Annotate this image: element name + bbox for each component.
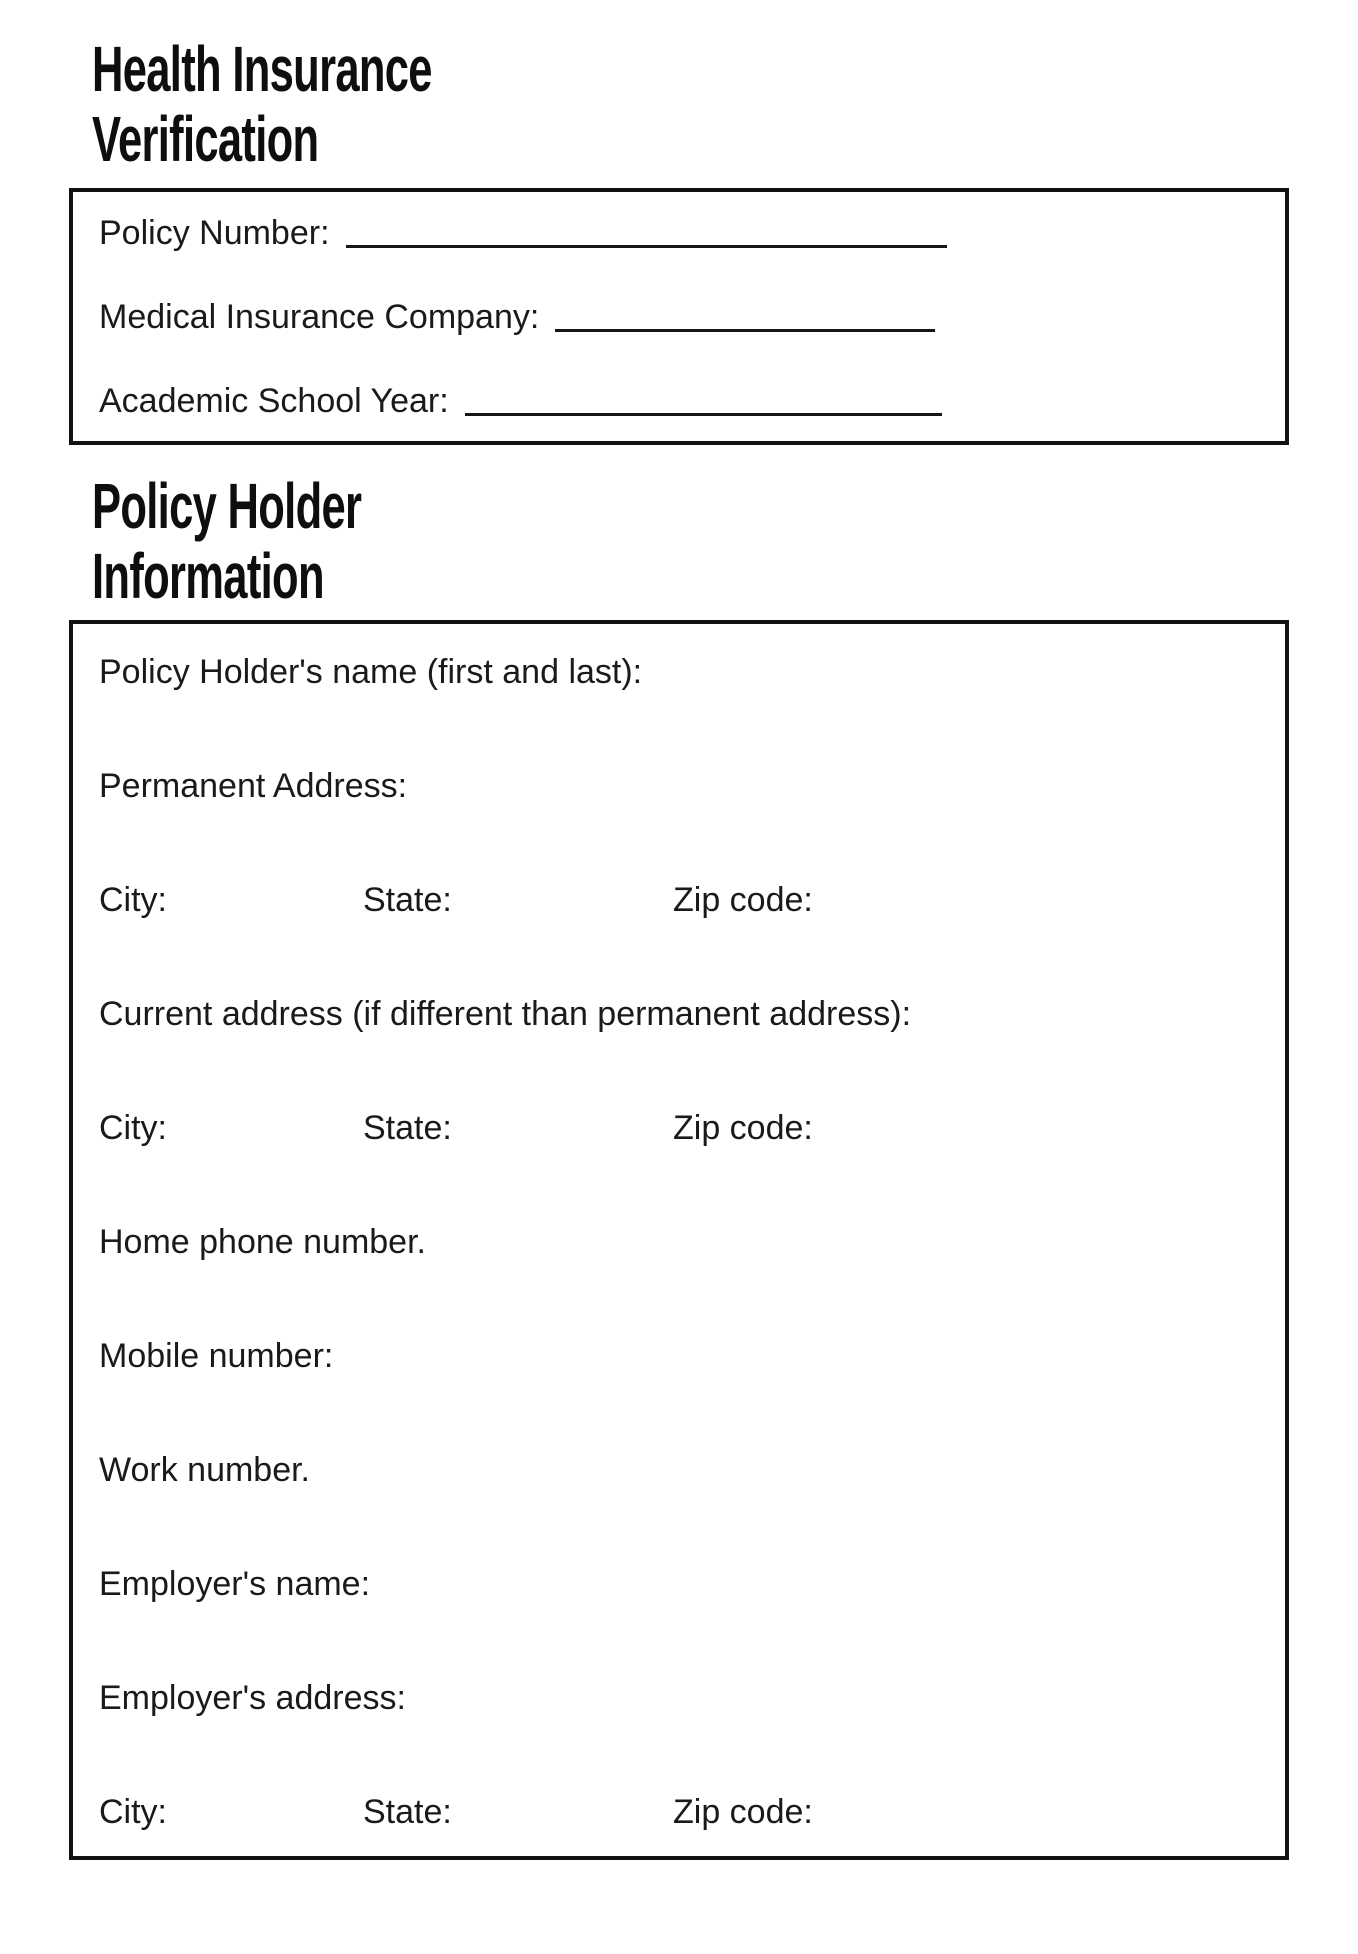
employer-name-label: Employer's name: [99,1565,371,1603]
city-label: City: [99,1793,167,1831]
section-title-policy-holder [92,471,1358,611]
work-number-label: Work number. [99,1451,311,1489]
employer-city-state-zip-row[interactable] [99,1790,1259,1848]
mobile-number-field[interactable] [99,1334,1259,1448]
academic-school-year-label: Academic School Year: [99,382,449,420]
permanent-address-label: Permanent Address: [99,767,408,805]
permanent-city-state-zip-row[interactable] [99,878,1259,992]
policy-number-blank[interactable] [346,245,947,248]
current-city-state-zip-row[interactable] [99,1106,1259,1220]
academic-school-year-blank[interactable] [465,413,942,416]
academic-school-year-row [99,338,1259,422]
section-title-line-2: Information [92,540,324,612]
page-title-line-2: Verification [92,103,319,175]
current-address-label: Current address (if different than permanent address): [99,995,912,1033]
page-title [92,34,1358,174]
policy-number-label: Policy Number: [99,214,330,252]
section-title-line-1: Policy Holder [92,470,362,542]
medical-insurance-company-row [99,254,1259,338]
zip-code-label: Zip code: [673,1793,813,1831]
mobile-number-label: Mobile number: [99,1337,334,1375]
insurance-verification-box [69,188,1289,445]
page-title-line-1: Health Insurance [92,33,432,105]
current-address-field[interactable] [99,992,1259,1106]
employer-name-field[interactable] [99,1562,1259,1676]
policy-holder-name-field[interactable] [99,650,1259,764]
state-label: State: [363,1109,452,1147]
form-page [0,34,1358,1954]
home-phone-number-field[interactable] [99,1220,1259,1334]
policy-number-row [99,192,1259,254]
work-number-field[interactable] [99,1448,1259,1562]
policy-holder-name-label: Policy Holder's name (first and last): [99,653,643,691]
permanent-address-field[interactable] [99,764,1259,878]
home-phone-number-label: Home phone number. [99,1223,426,1261]
employer-address-field[interactable] [99,1676,1259,1790]
city-label: City: [99,1109,167,1147]
state-label: State: [363,881,452,919]
medical-insurance-company-blank[interactable] [555,329,935,332]
city-label: City: [99,881,167,919]
zip-code-label: Zip code: [673,881,813,919]
zip-code-label: Zip code: [673,1109,813,1147]
employer-address-label: Employer's address: [99,1679,406,1717]
policy-holder-information-box [69,620,1289,1860]
medical-insurance-company-label: Medical Insurance Company: [99,298,540,336]
state-label: State: [363,1793,452,1831]
